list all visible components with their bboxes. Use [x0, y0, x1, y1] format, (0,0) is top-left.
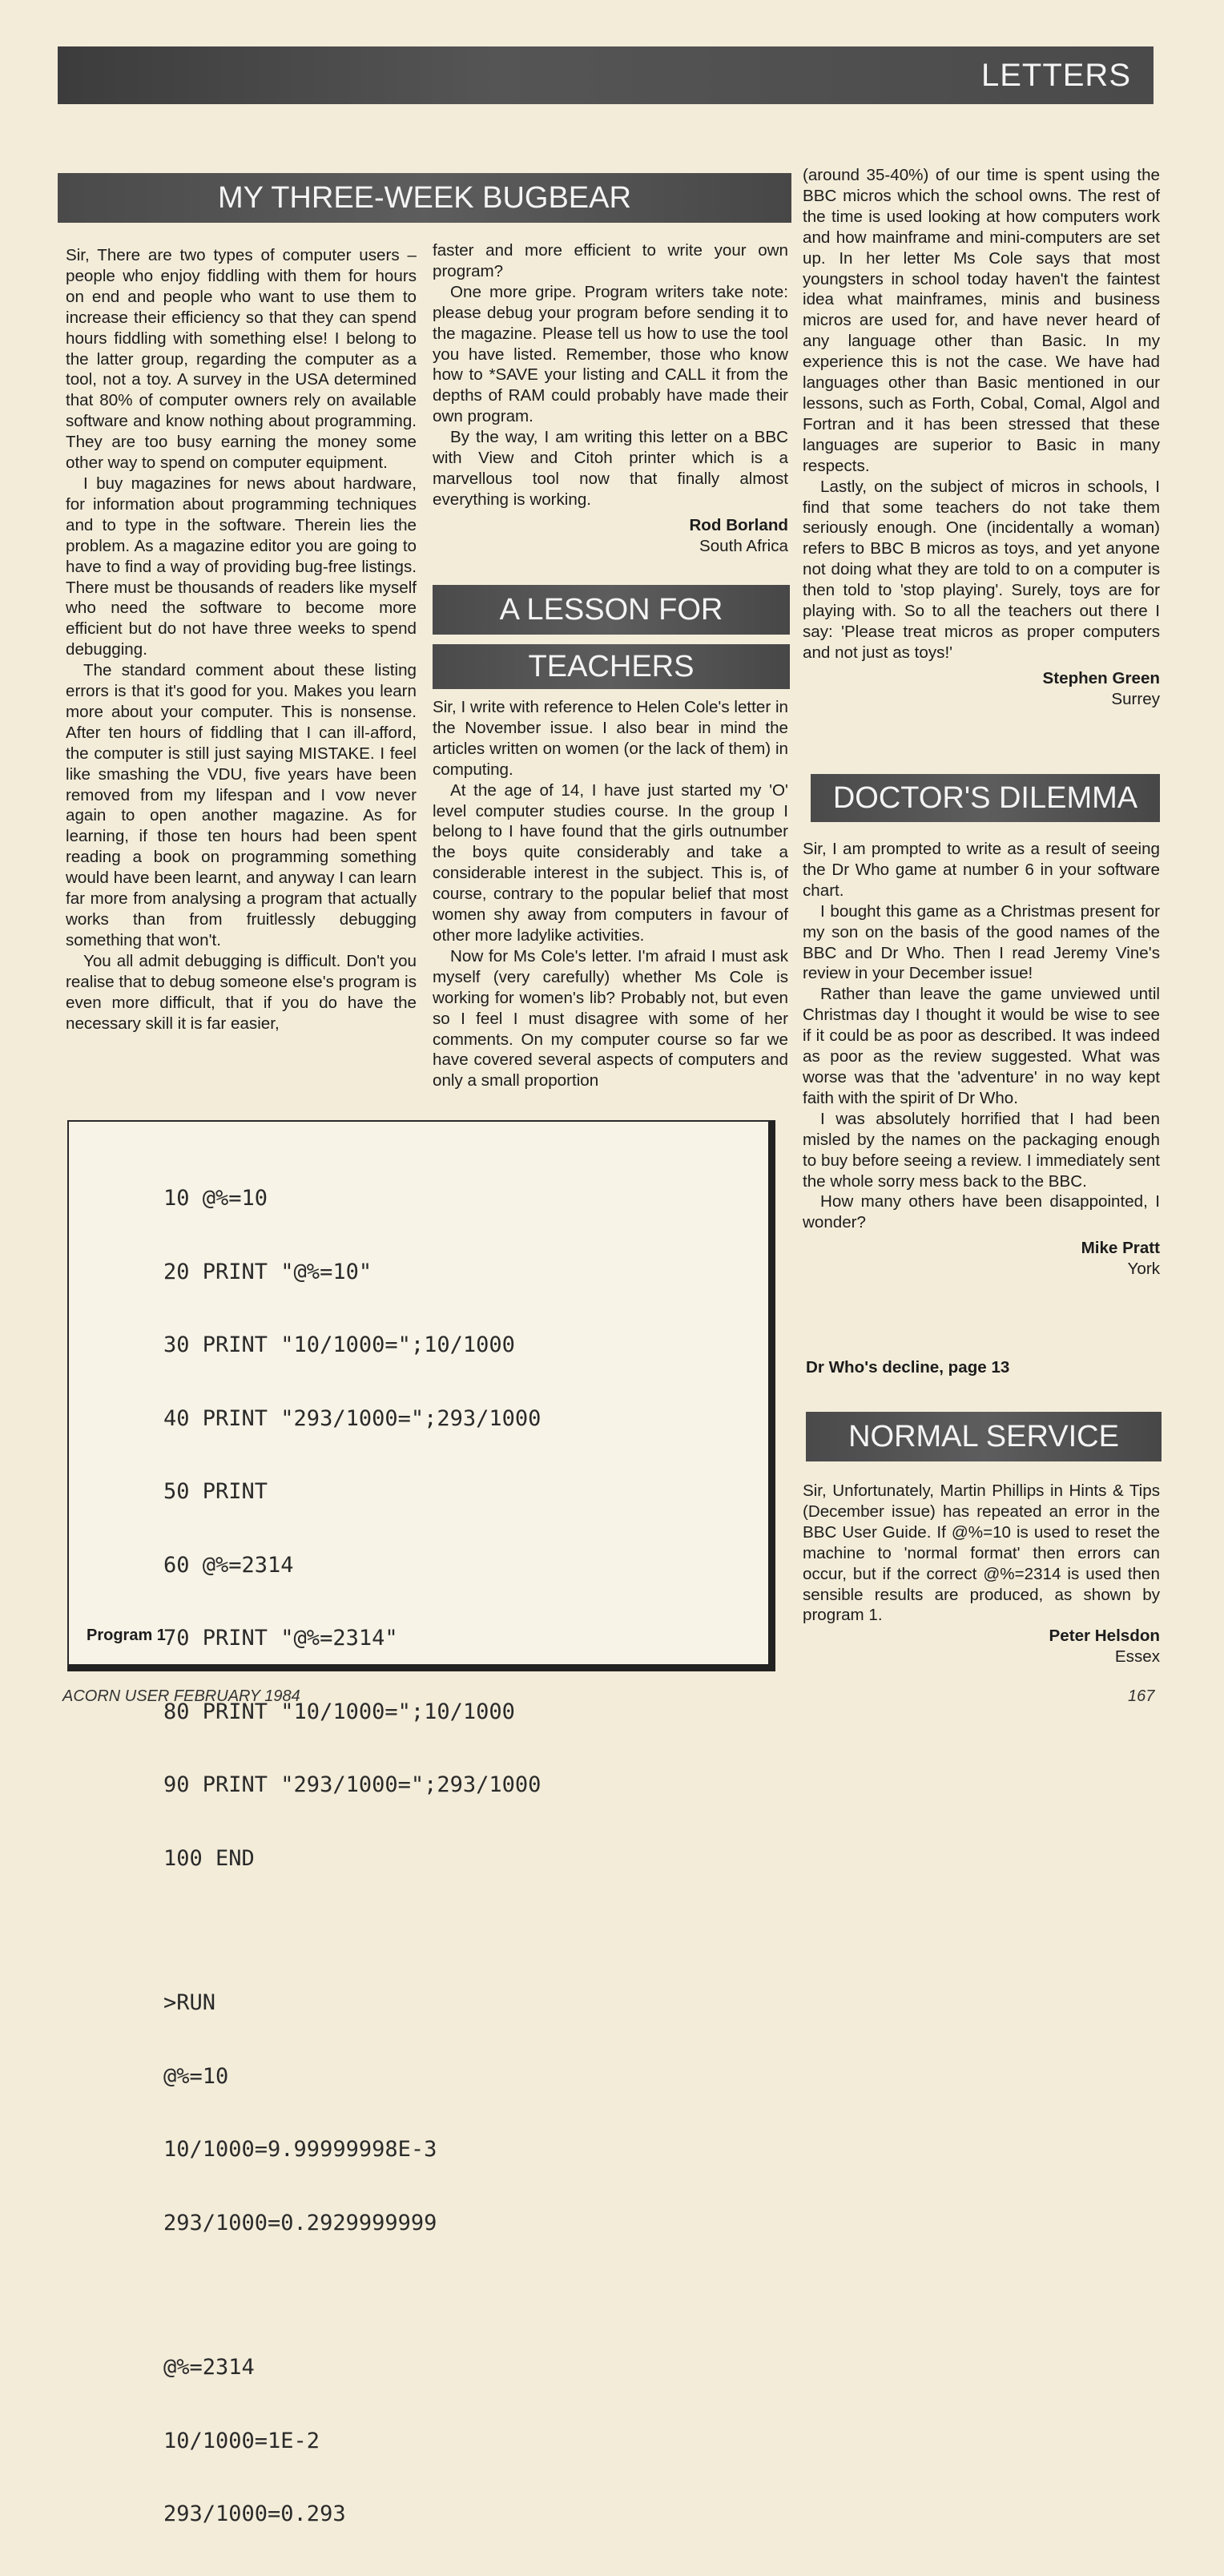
lesson-para-1: Sir, I write with reference to Helen Cole's letter in the November issue. I also bear in mind the articles written on women (or the lack of them) in computing. [433, 698, 788, 779]
doctor-location: York [1127, 1260, 1160, 1279]
doctor-para-5: How many others have been disappointed, I wonder? [803, 1192, 1160, 1232]
output-line: 293/1000=0.293 [163, 2501, 346, 2526]
doctor-xref: Dr Who's decline, page 13 [806, 1358, 1010, 1377]
program-label: Program 1 [87, 1627, 166, 1644]
bugbear-para-1: Sir, There are two types of computer users – people who enjoy fiddling with them for hours on end and people who want to use them to increase their efficiency so that they can spend hours fiddling with something else! I belong to the latter group, regarding the computer as a tool, not a toy. A survey in the USA determined that 80% of computer owners rely on available software and know nothing about programming. They are too busy earning the money some other way to spend on computer equipment. [66, 246, 417, 473]
code-line: 20 PRINT "@%=10" [163, 1259, 372, 1284]
output-line: @%=2314 [163, 2355, 255, 2380]
code-line: 100 END [163, 1845, 255, 1871]
bugbear-location: South Africa [699, 536, 788, 555]
code-line: 30 PRINT "10/1000=";10/1000 [163, 1332, 515, 1357]
code-line: 50 PRINT [163, 1479, 268, 1504]
column-3-middle [803, 839, 1160, 1280]
doctor-para-3: Rather than leave the game unviewed until Christmas day I thought it would be wise to see if it could be as poor as described. It was indeed as poor as the review suggested. What was worse was that the 'adventure' in no way kept faith with the spirit of Dr Who. [803, 985, 1160, 1107]
normal-heading: NORMAL SERVICE [806, 1412, 1162, 1461]
column-2-bottom [433, 697, 788, 1091]
column-3-bottom [803, 1481, 1160, 1667]
doctor-author: Mike Pratt [1081, 1239, 1160, 1258]
bugbear-para-3: The standard comment about these listing errors is that it's good for you. Makes you learn more about your computer. This is nonsense. After ten hours of fiddling that I can ill-afford, the computer is still just saying MISTAKE. I feel like smashing the VDU, five years have been removed from my lifespan and I vow never again to open another magazine. As for learning, if those ten hours had been spent reading a book on programming something would have been learnt, and anyway I can learn far more from analysing a program that actually works than from fruitlessly debugging something that won't. [66, 661, 417, 949]
section-banner [58, 46, 1154, 104]
section-title: LETTERS [980, 57, 1131, 93]
code-line: 60 @%=2314 [163, 1552, 294, 1578]
lesson-heading-1: A LESSON FOR [433, 585, 790, 635]
footer-magazine: ACORN USER FEBRUARY 1984 [62, 1687, 300, 1705]
normal-author: Peter Helsdon [1049, 1627, 1160, 1646]
code-line: 70 PRINT "@%=2314" [163, 1626, 398, 1651]
output-line: @%=10 [163, 2063, 229, 2089]
lesson-author: Stephen Green [1042, 668, 1160, 687]
lesson-location: Surrey [1111, 689, 1160, 708]
doctor-heading: DOCTOR'S DILEMMA [811, 774, 1160, 822]
doctor-para-1: Sir, I am prompted to write as a result of seeing the Dr Who game at number 6 in your software chart. [803, 840, 1160, 900]
output-line: 10/1000=1E-2 [163, 2428, 320, 2453]
normal-location: Essex [1114, 1647, 1160, 1667]
output-line: >RUN [163, 1990, 216, 2015]
code-line: 40 PRINT "293/1000=";293/1000 [163, 1405, 542, 1431]
column-2-top [433, 240, 788, 557]
bugbear-author: Rod Borland [689, 515, 788, 534]
output-line: 293/1000=0.2929999999 [163, 2210, 437, 2235]
bugbear-para-6: One more gripe. Program writers take note: please debug your program before sending it to the magazine. Please tell us how to use the tool you have listed. Remember, those who know how to *SAVE your listing and CALL it from the depths of RAM could probably have made their own program. [433, 282, 788, 426]
bugbear-para-2: I buy magazines for news about hardware, for information about programming techniques and to type in the software. Therein lies the problem. As a magazine editor you are going to have to find a way of providing bug-free listings. There must be thousands of readers like myself who need the software to become more efficient but do not have three weeks to spend debugging. [66, 474, 417, 659]
bugbear-para-7: By the way, I am writing this letter on a BBC with View and Citoh printer which is a marvellous tool now that finally almost everything is working. [433, 428, 788, 509]
column-3-top [803, 165, 1160, 710]
code-line: 10 @%=10 [163, 1186, 268, 1211]
bugbear-para-5: faster and more efficient to write your own program? [433, 241, 788, 280]
doctor-para-4: I was absolutely horrified that I had been misled by the names on the packaging enough to buy before seeing a review. I immediately sent the whole sorry mess back to the BBC. [803, 1109, 1160, 1191]
bugbear-para-4: You all admit debugging is difficult. Don't you realise that to debug someone else's program is even more difficult, that if you do have the necessary skill it is far easier, [66, 951, 417, 1033]
doctor-para-2: I bought this game as a Christmas present for my son on the basis of the good names of the BBC and Dr Who. Then I read Jeremy Vine's review in your December issue! [803, 901, 1160, 983]
normal-para-1: Sir, Unfortunately, Martin Phillips in Hints & Tips (December issue) has repeated an error in the BBC User Guide. If @%=10 is used to reset the machine to 'normal format' then errors can occur, but if the correct @%=2314 is used then sensible results are produced, as shown by program 1. [803, 1482, 1160, 1625]
lesson-para-4: (around 35-40%) of our time is spent using the BBC micros which the school owns. The rest of the time is used looking at how computers work and how mainframe and mini-computers are set up. In her letter Ms Cole says that most youngsters in school today haven't the faintest idea what mainframes, minis and business micros are used for, and have never heard of any language other than Basic. In my experience this is not the case. We have had languages other than Basic mentioned in our lessons, such as Forth, Cobal, Comal, Algol and Fortran and it has been stressed that these languages are superior to Basic in many respects. [803, 166, 1160, 475]
column-1 [66, 245, 417, 1034]
code-line: 80 PRINT "10/1000=";10/1000 [163, 1699, 515, 1724]
program-code [163, 1138, 541, 2576]
lesson-heading-2: TEACHERS [433, 644, 790, 689]
bugbear-heading: MY THREE-WEEK BUGBEAR [58, 173, 791, 223]
page-number: 167 [1128, 1687, 1155, 1705]
code-line: 90 PRINT "293/1000=";293/1000 [163, 1772, 542, 1797]
lesson-para-5: Lastly, on the subject of micros in schools, I find that some teachers do not take them seriously enough. One (incidentally a woman) refers to BBC B micros as toys, and yet anyone not doing what they are told to on a computer is then told to 'stop playing'. Surely, toys are for playing with. So to all the teachers out there I say: 'Please treat micros as proper computers and not just as toys!' [803, 477, 1160, 662]
lesson-para-2: At the age of 14, I have just started my 'O' level computer studies course. In the group I belong to I have found that the girls outnumber the boys quite considerably and take a considerable interest in the subject. This is, of course, contrary to the popular belief that most women shy away from computers in favour of other more ladylike activities. [433, 780, 788, 945]
output-line: 10/1000=9.99999998E-3 [163, 2137, 437, 2162]
lesson-para-3: Now for Ms Cole's letter. I'm afraid I must ask myself (very carefully) whether Ms Cole is working for women's lib? Probably not, but even so I feel I must disagree with some of her comments. On my computer course so far we have covered several aspects of computers and only a small proportion [433, 946, 788, 1090]
